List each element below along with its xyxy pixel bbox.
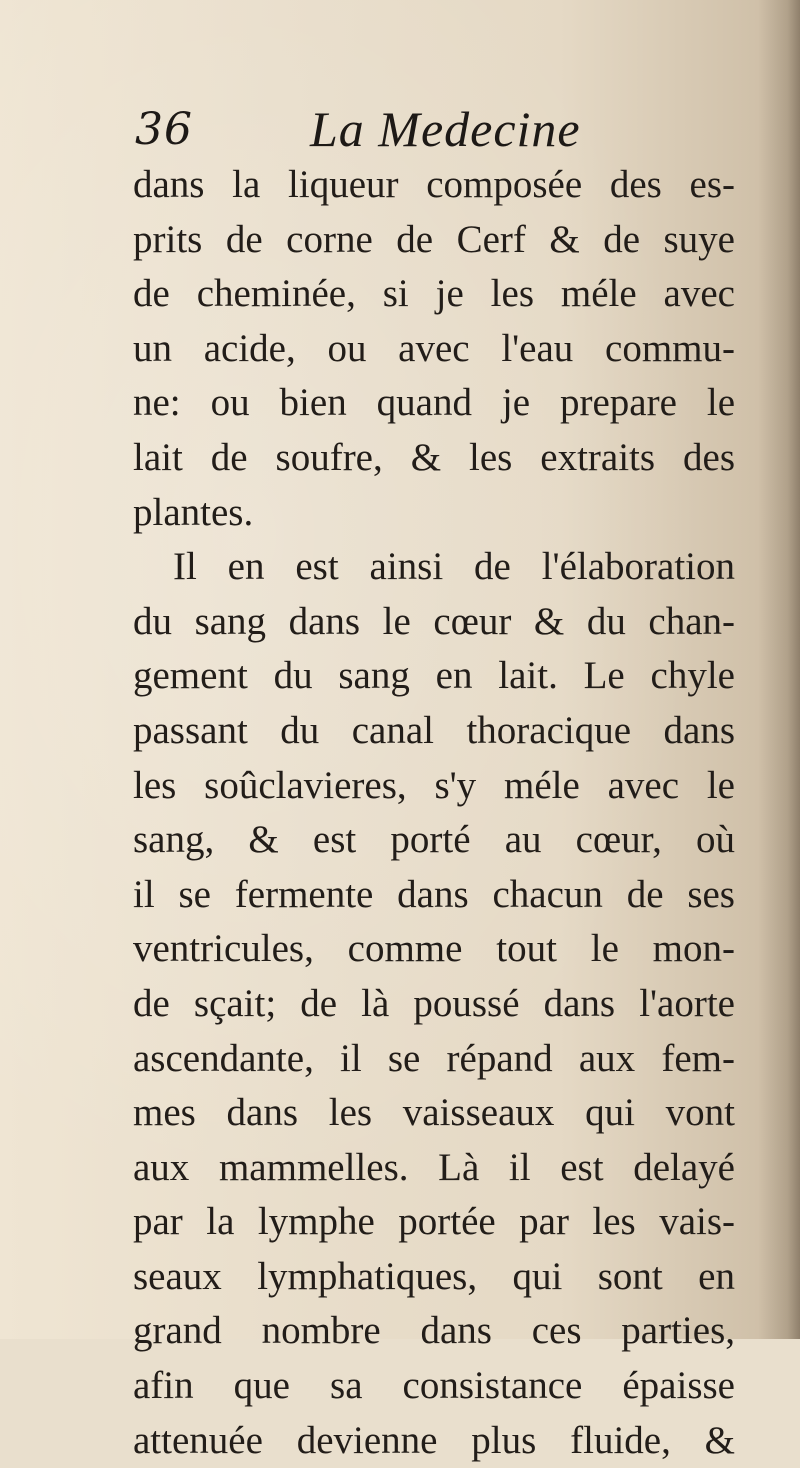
text-line: aux mammelles. Là il est delayé xyxy=(133,1145,735,1189)
text-line: attenuée devienne plus fluide, & xyxy=(133,1418,735,1462)
text-line: lait de soufre, & les extraits des xyxy=(133,435,735,479)
text-line: un acide, ou avec l'eau commu- xyxy=(133,326,735,370)
text-line: dans la liqueur composée des es- xyxy=(133,163,735,206)
text-line: passant du canal thoracique dans xyxy=(133,708,735,752)
running-title: La Medecine xyxy=(310,101,581,157)
page-edge-shadow xyxy=(758,0,800,1339)
text-line: prits de corne de Cerf & de suye xyxy=(133,217,735,261)
text-line: afin que sa consistance épaisse xyxy=(133,1364,735,1408)
page-header xyxy=(135,100,735,160)
text-line: il se fermente dans chacun de ses xyxy=(133,872,735,916)
text-line: du sang dans le cœur & du chan- xyxy=(133,599,735,643)
text-line: plantes. xyxy=(133,490,254,534)
text-line: par la lymphe portée par les vais- xyxy=(133,1200,735,1244)
text-line: ventricules, comme tout le mon- xyxy=(133,927,735,971)
text-line: les soûclavieres, s'y méle avec le xyxy=(133,763,735,807)
text-line: ascendante, il se répand aux fem- xyxy=(133,1036,735,1080)
text-line: grand nombre dans ces parties, xyxy=(133,1309,735,1353)
text-line: gement du sang en lait. Le chyle xyxy=(133,654,735,698)
text-line: mes dans les vaisseaux qui vont xyxy=(133,1091,735,1135)
body-text xyxy=(133,158,735,1468)
text-line: Il en est ainsi de l'élaboration xyxy=(173,545,735,589)
text-line: sang, & est porté au cœur, où xyxy=(133,818,735,862)
page-number: 36 xyxy=(135,104,193,155)
text-line: ne: ou bien quand je prepare le xyxy=(133,381,735,425)
text-line: de cheminée, si je les méle avec xyxy=(133,272,735,316)
text-line: de sçait; de là poussé dans l'aorte xyxy=(133,981,735,1025)
text-line: seaux lymphatiques, qui sont en xyxy=(133,1254,735,1298)
